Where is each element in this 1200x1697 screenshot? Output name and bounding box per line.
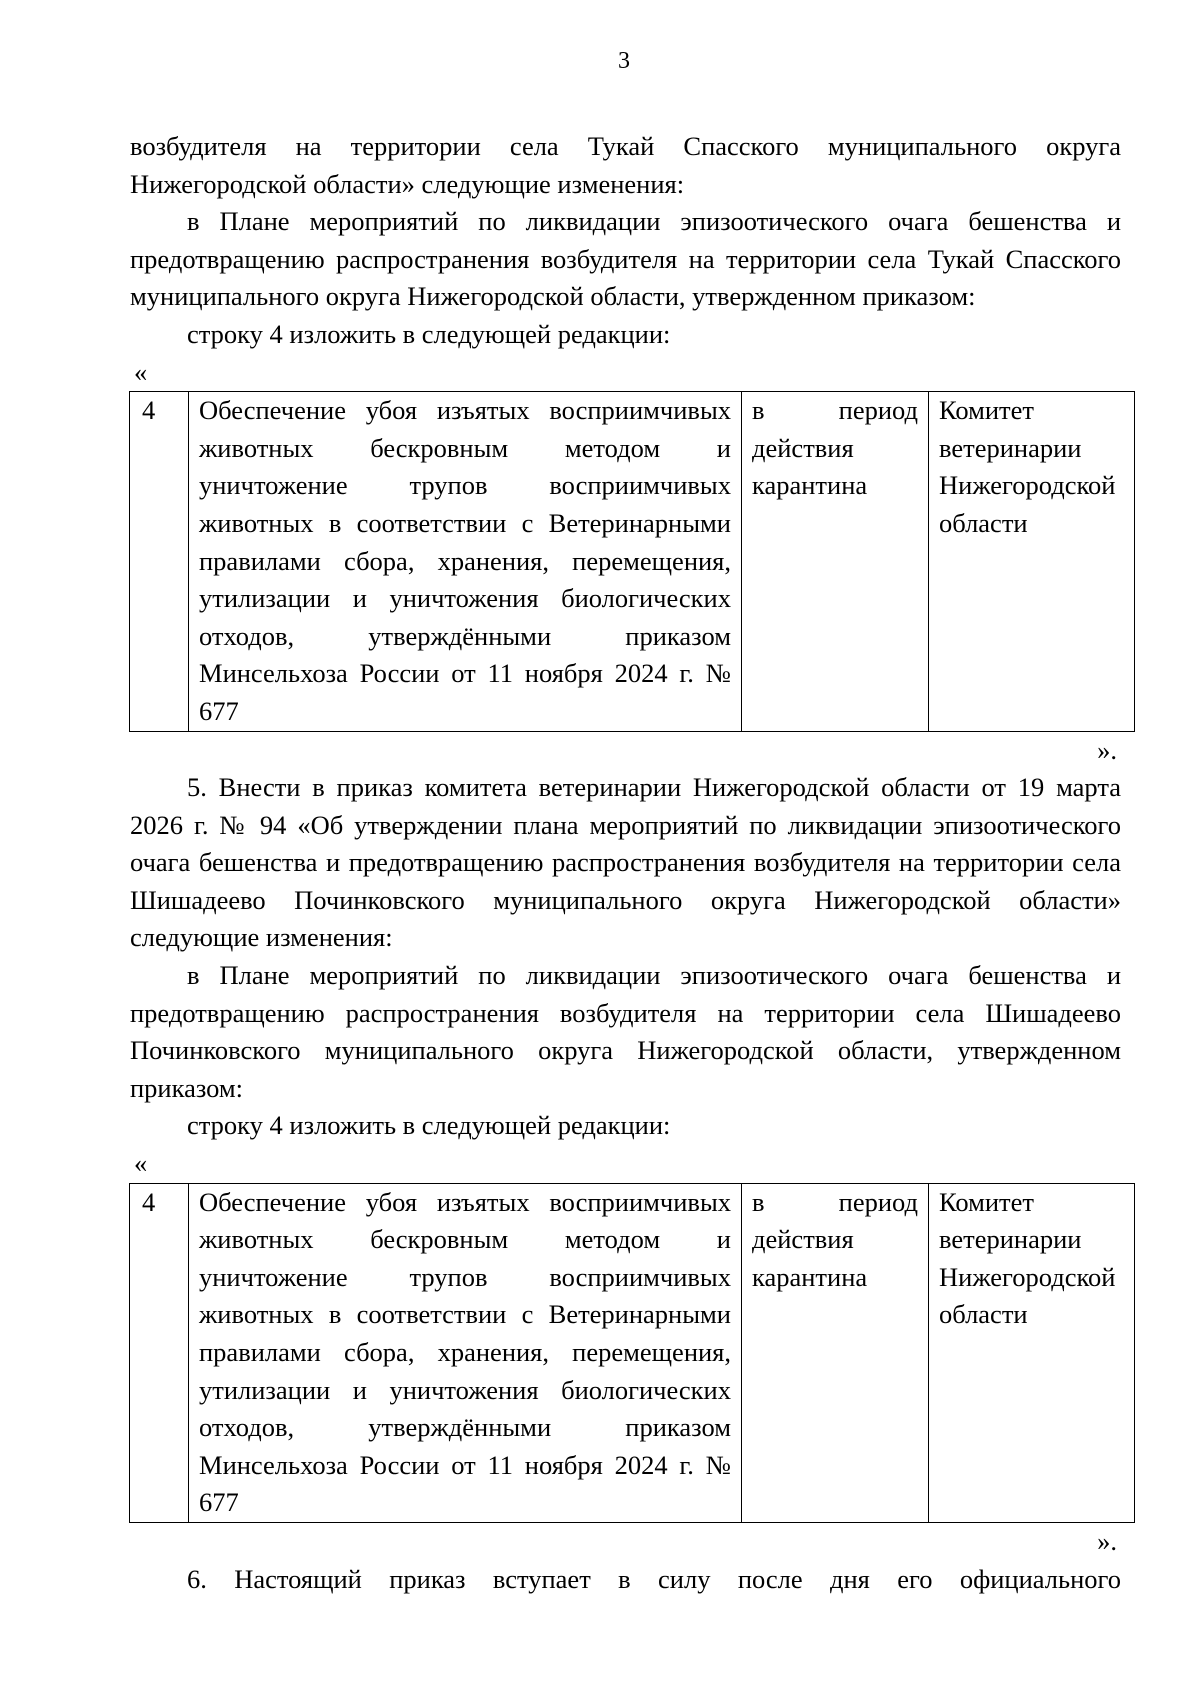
page-number: 3 — [618, 48, 630, 74]
row-action-cell: Обеспечение убоя изъятых восприимчивых животных бескровным методом и уничтожение трупов восприимчивых животных в соответствии с Ветеринарными правилами сбора, хранения, перемещения, утилизации и уничтожения биологических отходов, утверждёнными приказом Минсельхоза России от 11 ноября 2024 г. № 677 — [189, 392, 742, 731]
paragraph-plan-tukai: в Плане мероприятий по ликвидации эпизоотического очага бешенства и предотвращению распространения возбудителя на территории села Тукай Спасского муниципального округа Нижегородской области, утвержденном приказом: — [130, 206, 1121, 312]
plan-row-table — [129, 391, 1135, 731]
quote-open-mark: « — [134, 1148, 148, 1179]
page-content — [130, 128, 1121, 1598]
paragraph-intro-tail: возбудителя на территории села Тукай Спасского муниципального округа Нижегородской области» следующие изменения: — [130, 131, 1121, 199]
table-row — [130, 392, 1135, 731]
paragraph-item-6: 6. Настоящий приказ вступает в силу после дня его официального — [187, 1563, 1121, 1594]
paragraph-row-instruction: строку 4 изложить в следующей редакции: — [187, 1110, 671, 1141]
row-period-cell: в период действия карантина — [742, 1183, 929, 1522]
table-row — [130, 1183, 1135, 1522]
row-number-cell: 4 — [130, 1183, 189, 1522]
row-action-cell: Обеспечение убоя изъятых восприимчивых животных бескровным методом и уничтожение трупов восприимчивых животных в соответствии с Ветеринарными правилами сбора, хранения, перемещения, утилизации и уничтожения биологических отходов, утверждёнными приказом Минсельхоза России от 11 ноября 2024 г. № 677 — [189, 1183, 742, 1522]
paragraph-plan-shishadeevo: в Плане мероприятий по ликвидации эпизоотического очага бешенства и предотвращению распространения возбудителя на территории села Шишадеево Починковского муниципального округа Нижегородской области, утвержденном приказом: — [130, 960, 1121, 1103]
quote-close-mark: ». — [1097, 1525, 1117, 1556]
quote-close-mark: ». — [1097, 734, 1117, 765]
paragraph-row-instruction: строку 4 изложить в следующей редакции: — [187, 318, 671, 349]
paragraph-item-5: 5. Внести в приказ комитета ветеринарии Нижегородской области от 19 марта 2026 г. № 94 «Об утверждении плана мероприятий по ликвидации эпизоотического очага бешенства и предотвращению распространения возбудителя на территории села Шишадеево Починковского муниципального округа Нижегородской области» следующие изменения: — [130, 772, 1121, 953]
row-number-cell: 4 — [130, 392, 189, 731]
quote-open-mark: « — [134, 356, 148, 387]
row-period-cell: в период действия карантина — [742, 392, 929, 731]
plan-row-table — [129, 1183, 1135, 1523]
row-responsible-cell: Комитет ветеринарии Нижегородской области — [929, 392, 1135, 731]
row-responsible-cell: Комитет ветеринарии Нижегородской области — [929, 1183, 1135, 1522]
